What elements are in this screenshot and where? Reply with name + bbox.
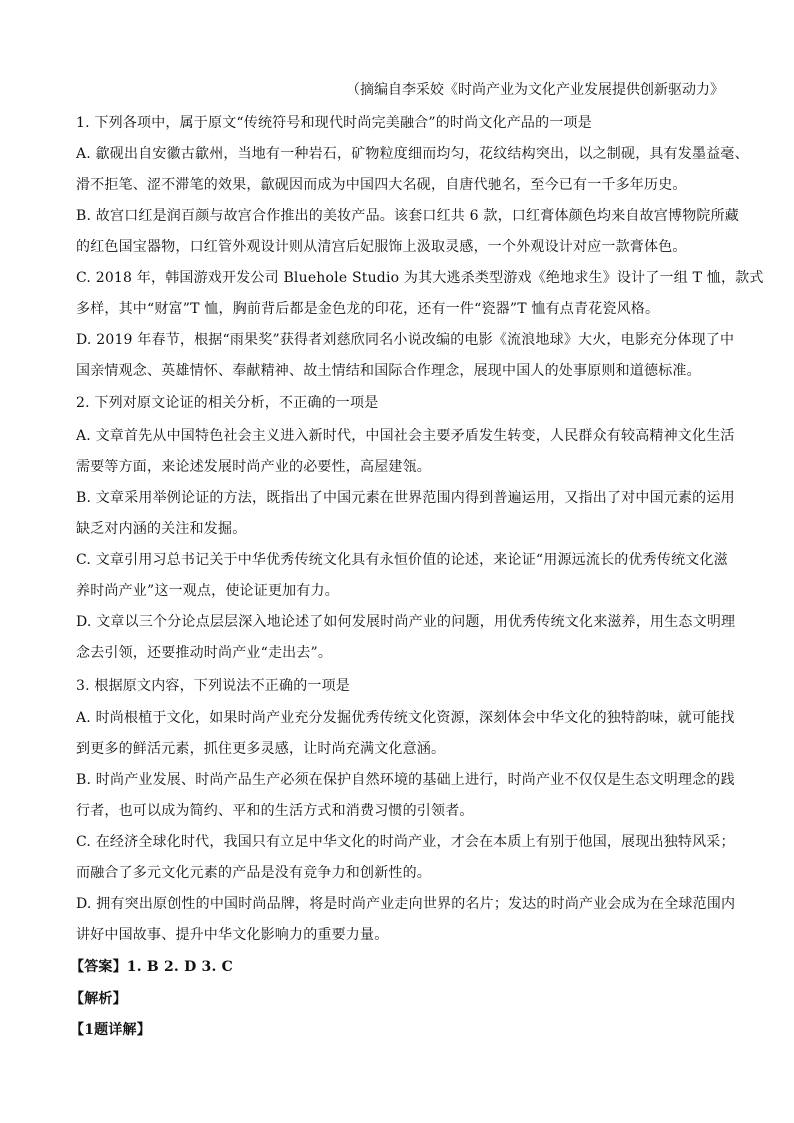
q3-option-a-line2: 到更多的鲜活元素，抓住更多灵感，让时尚充满文化意涵。: [76, 741, 446, 757]
q3-option-b-line2: 行者，也可以成为简约、平和的生活方式和消费习惯的引领者。: [76, 803, 474, 819]
q3-option-c-line1: C. 在经济全球化时代，我国只有立足中华文化的时尚产业，才会在本质上有别于他国，展现出独特风采；: [76, 834, 735, 850]
q3-option-a-line1: A. 时尚根植于文化，如果时尚产业充分发掘优秀传统文化资源，深刻体会中华文化的独特韵味，就可能找: [76, 710, 735, 726]
answer-line: 【答案】1. B 2. D 3. C: [70, 959, 233, 975]
q2-option-d-line2: 念去引领，还要推动时尚产业“走出去”。: [76, 645, 333, 661]
q1-option-a-line1: A. 歙砚出自安徽古歙州，当地有一种岩石，矿物粒度细而均匀，花纹结构突出，以之制砚，具有发墨益毫、: [76, 146, 749, 162]
q2-option-b-line1: B. 文章采用举例论证的方法，既指出了中国元素在世界范围内得到普遍运用，又指出了对中国元素的运用: [76, 490, 735, 506]
q1-option-d-line2: 国亲情观念、英雄情怀、奉献精神、故土情结和国际合作理念，展现中国人的处事原则和道德标准。: [76, 363, 701, 379]
q3-option-d-line1: D. 拥有突出原创性的中国时尚品牌，将是时尚产业走向世界的名片；发达的时尚产业会成为在全球范围内: [76, 896, 736, 912]
q1-option-b-line2: 的红色国宝器物，口红管外观设计则从清宫后妃服饰上汲取灵感，一个外观设计对应一款膏体色。: [76, 239, 687, 255]
question-2-stem: 2. 下列对原文论证的相关分析，不正确的一项是: [76, 395, 379, 411]
q3-option-c-line2: 而融合了多元文化元素的产品是没有竞争力和创新性的。: [76, 865, 431, 881]
q2-option-b-line2: 缺乏对内涵的关注和发掘。: [76, 521, 247, 537]
q2-option-d-line1: D. 文章以三个分论点层层深入地论述了如何发展时尚产业的问题，用优秀传统文化来滋养，用生态文明理: [76, 614, 736, 630]
q3-option-d-line2: 讲好中国故事、提升中华文化影响力的重要力量。: [76, 927, 389, 943]
q3-option-b-line1: B. 时尚产业发展、时尚产品生产必须在保护自然环境的基础上进行，时尚产业不仅仅是生态文明理念的践: [76, 772, 735, 788]
q1-detail-heading: 【1题详解】: [70, 1022, 151, 1038]
q1-option-a-line2: 滑不拒笔、涩不滞笔的效果，歙砚因而成为中国四大名砚，自唐代驰名，至今已有一千多年历史。: [76, 177, 687, 193]
q1-option-d-line1: D. 2019 年春节，根据“雨果奖”获得者刘慈欣同名小说改编的电影《流浪地球》大火，电影充分体现了中: [76, 332, 735, 348]
analysis-heading: 【解析】: [70, 991, 127, 1007]
q2-option-c-line2: 养时尚产业”这一观点，使论证更加有力。: [76, 583, 339, 599]
q2-option-a-line1: A. 文章首先从中国特色社会主义进入新时代，中国社会主要矛盾发生转变，人民群众有较高精神文化生活: [76, 428, 735, 444]
q1-option-c-line1: C. 2018 年，韩国游戏开发公司 Bluehole Studio 为其大逃杀类型游戏《绝地求生》设计了一组 T 恤，款式: [76, 270, 764, 286]
q1-option-b-line1: B. 故宫口红是润百颜与故宫合作推出的美妆产品。该套口红共 6 款，口红膏体颜色均来自故宫博物院所藏: [76, 208, 739, 224]
q2-option-c-line1: C. 文章引用习总书记关于中华优秀传统文化具有永恒价值的论述，来论证“用源远流长的优秀传统文化滋: [76, 552, 728, 568]
source-citation: （摘编自李采姣《时尚产业为文化产业发展提供创新驱动力》: [346, 82, 724, 98]
q2-option-a-line2: 需要等方面，来论述发展时尚产业的必要性，高屋建瓴。: [76, 459, 431, 475]
q1-option-c-line2: 多样，其中“财富”T 恤，胸前背后都是金色龙的印花，还有一件“瓷器”T 恤有点青花瓷风格。: [76, 301, 660, 317]
question-3-stem: 3. 根据原文内容，下列说法不正确的一项是: [76, 678, 351, 694]
question-1-stem: 1. 下列各项中，属于原文“传统符号和现代时尚完美融合”的时尚文化产品的一项是: [76, 115, 592, 131]
